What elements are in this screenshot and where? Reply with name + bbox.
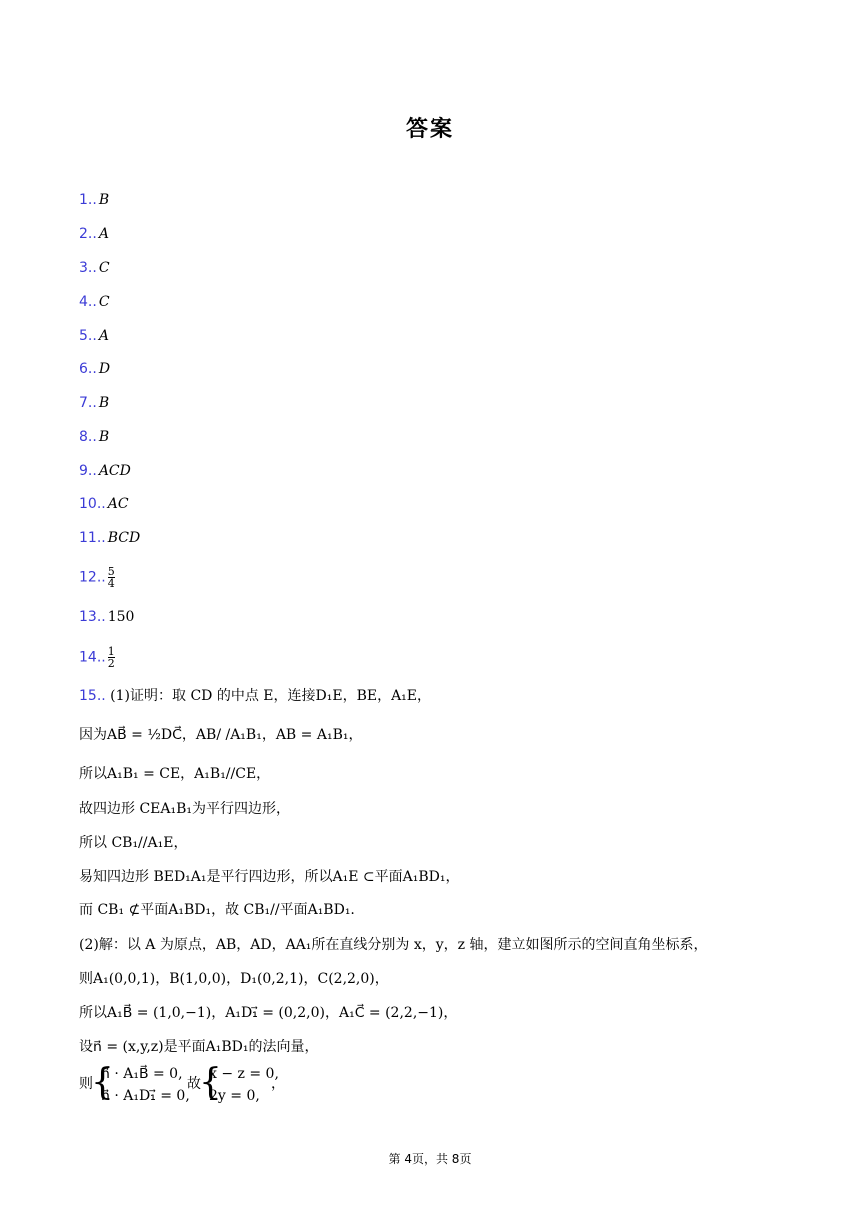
answer-number: 1.. [79, 192, 97, 208]
answer-value: A [98, 328, 109, 344]
solution-text: 则A₁(0,0,1)，B(1,0,0)，D₁(0,2,1)，C(2,2,0)， [79, 971, 389, 987]
page-footer: 第 4页，共 8页 [388, 1152, 472, 1166]
solution-text: ， [271, 1076, 285, 1092]
solution-text: (1)证明：取 CD 的中点 E，连接D₁E，BE，A₁E， [110, 688, 432, 704]
solution-line [79, 725, 362, 745]
solution-text: 所以 CB₁//A₁E， [79, 835, 188, 851]
answer-value: ACD [98, 463, 131, 479]
answer-fraction [108, 566, 115, 589]
answer-item [79, 427, 109, 447]
solution-text: 设n⃗ = (x,y,z)是平面A₁BD₁的法向量， [79, 1039, 319, 1055]
left-brace: { [91, 1062, 114, 1103]
answer-value: B [98, 395, 110, 411]
solution-line [79, 935, 708, 955]
answer-item [79, 646, 115, 669]
answer-value: A [98, 226, 109, 242]
solution-line [79, 833, 187, 853]
answer-value: AC [107, 496, 129, 512]
answer-number: 5.. [79, 328, 97, 344]
answer-item [79, 528, 140, 548]
left-brace: { [199, 1062, 222, 1103]
answer-item [79, 461, 131, 481]
answer-value: C [98, 294, 110, 310]
solution-text: 故四边形 CEA₁B₁为平行四边形， [79, 801, 291, 817]
answer-value: B [98, 192, 110, 208]
fraction-numerator: 1 [107, 645, 115, 658]
answer-number: 15.. [79, 688, 111, 704]
page-title: 答案 [405, 117, 454, 142]
answer-value: 150 [107, 609, 135, 625]
solution-line [79, 1037, 319, 1057]
answer-item [79, 224, 109, 244]
system-equation: x − z = 0, [209, 1066, 279, 1082]
fraction-numerator: 5 [107, 565, 115, 578]
answer-item [79, 326, 109, 346]
system-equation: n⃗ · A₁B⃗ = 0, [101, 1066, 183, 1082]
answer-fraction [108, 646, 115, 669]
fraction-denominator: 4 [107, 577, 115, 590]
answer-number: 13.. [79, 609, 106, 625]
answer-value: BCD [107, 530, 141, 546]
fraction-denominator: 2 [107, 657, 115, 670]
answer-number: 10.. [79, 496, 106, 512]
answer-number: 14.. [79, 649, 106, 666]
answer-number: 8.. [79, 429, 97, 445]
solution-text: 易知四边形 BED₁A₁是平行四边形，所以A₁E ⊂平面A₁BD₁， [79, 869, 460, 885]
solution-line [79, 686, 431, 706]
solution-line [79, 799, 290, 819]
answer-item [79, 494, 129, 514]
answer-number: 6.. [79, 361, 97, 377]
solution-line [79, 969, 389, 989]
answer-item [79, 359, 110, 379]
solution-text: 故 [187, 1076, 201, 1092]
answer-value: B [98, 429, 110, 445]
answer-number: 11.. [79, 530, 106, 546]
solution-text: 因为AB⃗ = ½DC⃗，AB/ /A₁B₁，AB = A₁B₁， [79, 727, 363, 743]
system-equation: n⃗ · A₁D₁⃗ = 0, [101, 1088, 190, 1104]
answer-number: 7.. [79, 395, 97, 411]
answer-number: 3.. [79, 260, 97, 276]
answer-number: 4.. [79, 294, 97, 310]
answer-number: 12.. [79, 569, 106, 586]
answer-item [79, 258, 110, 278]
answer-item [79, 393, 109, 413]
answer-item [79, 190, 109, 210]
solution-text: 所以A₁B⃗ = (1,0,−1)，A₁D₁⃗ = (0,2,0)，A₁C⃗ = (2,2,−1)， [79, 1005, 458, 1021]
answer-item [79, 607, 134, 627]
answer-item [79, 566, 115, 589]
solution-text: (2)解：以 A 为原点，AB，AD，AA₁所在直线分别为 x，y，z 轴，建立如图所示的空间直角坐标系， [79, 937, 708, 953]
solution-line [79, 900, 355, 920]
answer-value: D [98, 361, 111, 377]
answer-number: 9.. [79, 463, 97, 479]
solution-text: 所以A₁B₁ = CE，A₁B₁//CE， [79, 766, 271, 782]
answer-item [79, 292, 110, 312]
solution-line [79, 867, 460, 887]
system-equation: 2y = 0, [209, 1088, 260, 1104]
solution-line [79, 764, 270, 784]
answer-number: 2.. [79, 226, 97, 242]
answer-value: C [98, 260, 110, 276]
solution-line [79, 1003, 457, 1023]
solution-text: 而 CB₁ ⊄平面A₁BD₁，故 CB₁//平面A₁BD₁. [79, 902, 355, 918]
solution-text: 则 [79, 1076, 93, 1092]
